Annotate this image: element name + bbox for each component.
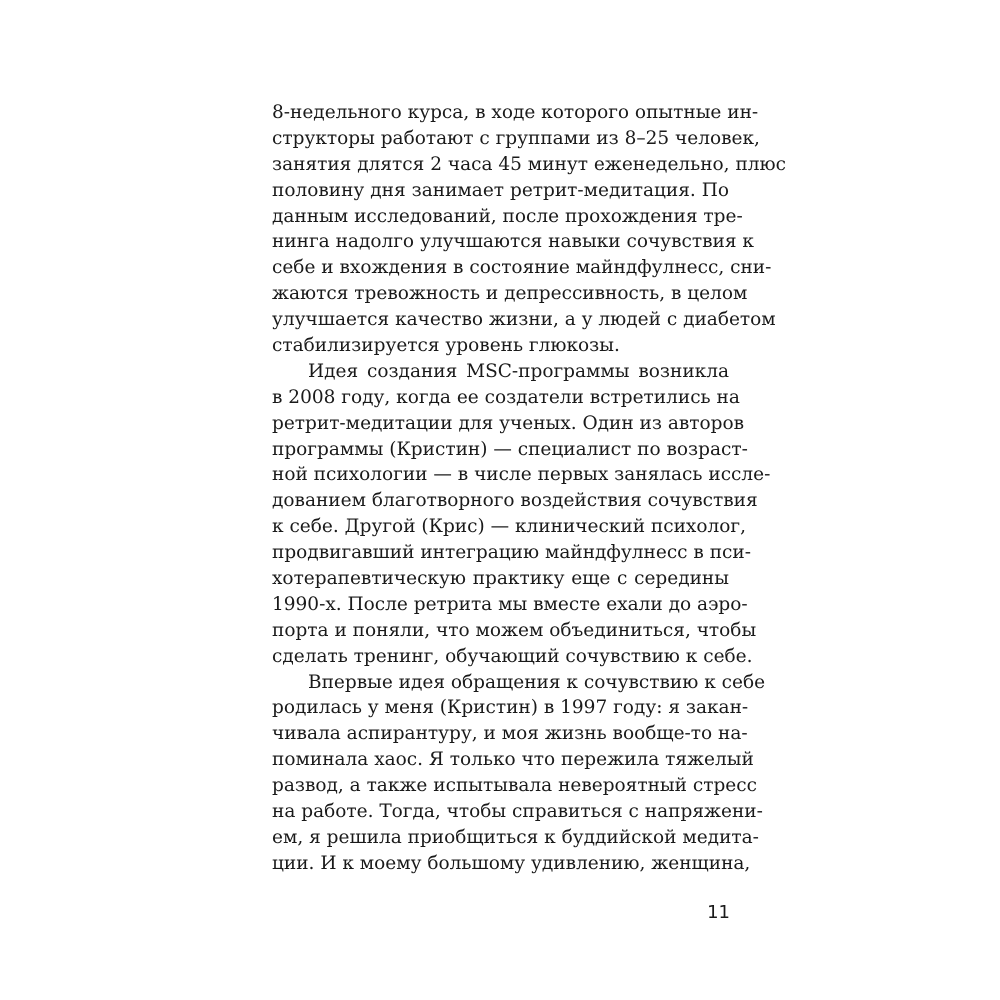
text-line: стабилизируется уровень глюкозы. bbox=[272, 335, 620, 357]
text-line: чивала аспирантуру, и моя жизнь вообще-то на- bbox=[272, 723, 748, 745]
text-line: половину дня занимает ретрит-медитация. По bbox=[272, 179, 729, 201]
text-line: данным исследований, после прохождения тре- bbox=[272, 205, 743, 227]
text-line: 1990-х. После ретрита мы вместе ехали до аэро- bbox=[272, 593, 748, 615]
text-line: 8-недельного курса, в ходе которого опытные ин- bbox=[272, 102, 759, 123]
page-number: 11 bbox=[707, 902, 730, 923]
text-line: порта и поняли, что можем объединиться, чтобы bbox=[272, 619, 757, 641]
text-line: развод, а также испытывала невероятный стресс bbox=[272, 775, 757, 797]
text-line: родилась у меня (Кристин) в 1997 году: я закан- bbox=[272, 697, 749, 719]
text-line: ции. И к моему большому удивлению, женщина, bbox=[272, 852, 751, 874]
text-line: дованием благотворного воздействия сочувствия bbox=[272, 490, 758, 512]
text-line: ретрит-медитации для ученых. Один из авторов bbox=[272, 412, 745, 434]
text-line: хотерапевтическую практику еще с середины bbox=[272, 568, 729, 590]
text-line: на работе. Тогда, чтобы справиться с напряжени- bbox=[272, 801, 763, 823]
text-line: поминала хаос. Я только что пережила тяжелый bbox=[272, 749, 754, 771]
text-line: ной психологии — в числе первых занялась иссле- bbox=[272, 464, 771, 486]
text-line: к себе. Другой (Крис) — клинический психолог, bbox=[272, 516, 746, 538]
text-line: структоры работают с группами из 8–25 человек, bbox=[272, 127, 760, 149]
text-line: улучшается качество жизни, а у людей с диабетом bbox=[272, 309, 776, 331]
text-line: себе и вхождения в состояние майндфулнесс, сни- bbox=[272, 257, 772, 279]
text-line: ем, я решила приобщиться к буддийской медита- bbox=[272, 826, 759, 848]
text-line: Идея создания MSC-программы возникла bbox=[308, 360, 729, 382]
text-line: нинга надолго улучшаются навыки сочувствия к bbox=[272, 231, 754, 253]
body-text bbox=[272, 100, 786, 877]
text-line: занятия длятся 2 часа 45 минут еженедельно, плюс bbox=[272, 153, 786, 175]
paragraph-2 bbox=[272, 359, 771, 670]
paragraph-1 bbox=[272, 100, 786, 359]
text-line: продвигавший интеграцию майндфулнесс в пси- bbox=[272, 542, 751, 564]
text-line: в 2008 году, когда ее создатели встретились на bbox=[272, 386, 740, 408]
text-line: программы (Кристин) — специалист по возраст- bbox=[272, 438, 748, 460]
paragraph-3 bbox=[272, 670, 766, 877]
text-line: сделать тренинг, обучающий сочувствию к себе. bbox=[272, 645, 753, 667]
text-line: Впервые идея обращения к сочувствию к себе bbox=[308, 671, 766, 693]
text-line: жаются тревожность и депрессивность, в целом bbox=[272, 283, 748, 305]
